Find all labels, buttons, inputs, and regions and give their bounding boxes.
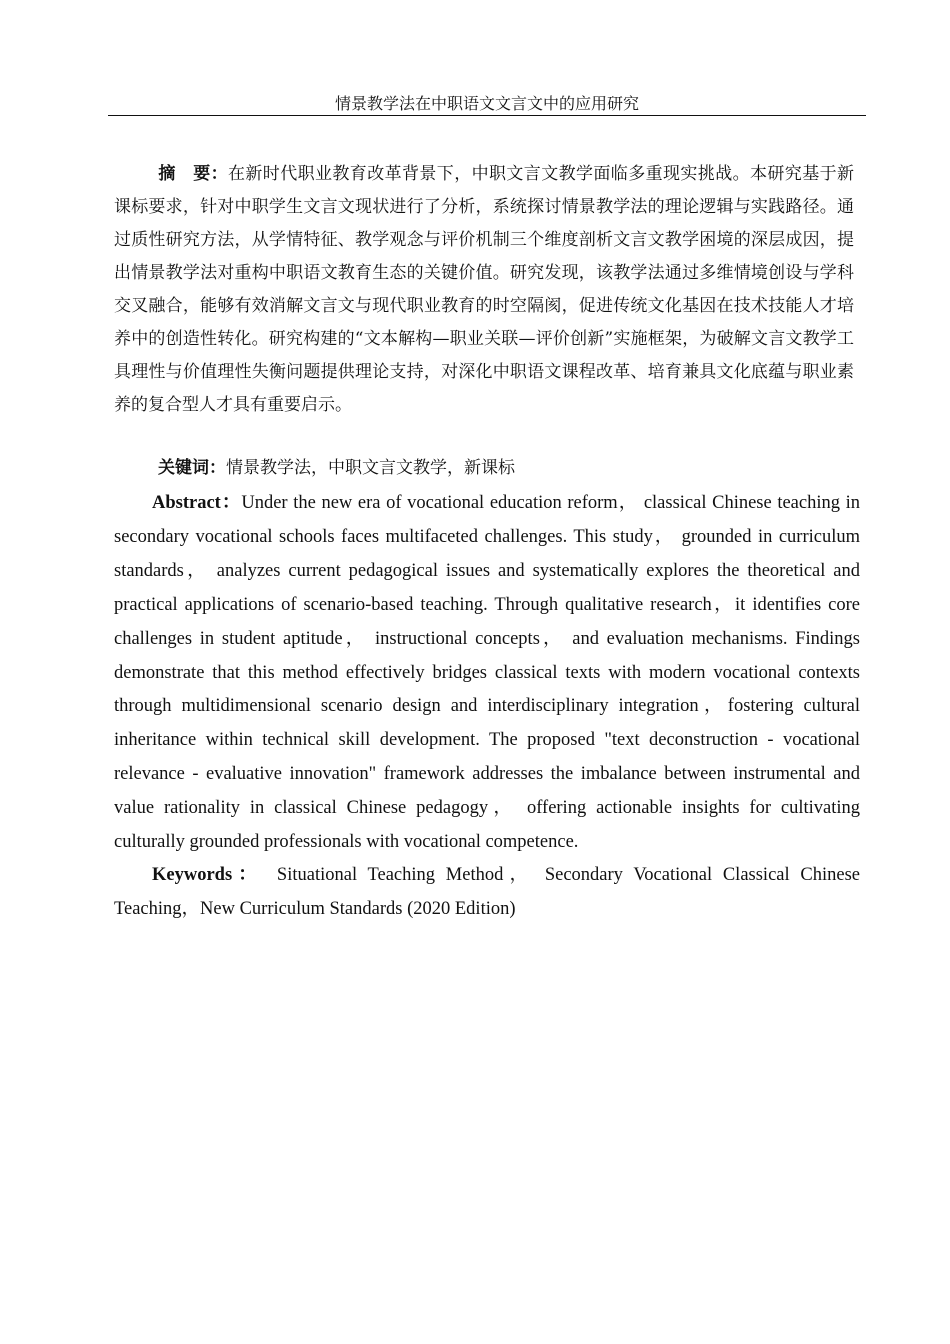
english-abstract [114,487,860,860]
chinese-keywords-label: 关键词： [158,458,226,478]
english-abstract-label: Abstract： [152,493,242,513]
english-keywords [114,859,860,927]
chinese-abstract [114,158,854,422]
english-abstract-text: Under the new era of vocational education reform， classical Chinese teaching in secondary vocational schools faces multifaceted challenges. This study， grounded in curriculum standards， analyzes current pedagogical issues and systematically explores the theoretical and practical applications of scenario-based teaching. Through qualitative research，it identifies core challenges in student aptitude， instructional concepts， and evaluation mechanisms. Findings demonstrate that this method effectively bridges classical texts with modern vocational contexts through multidimensional scenario design and interdisciplinary integration，fostering cultural inheritance within technical skill development. The proposed "text deconstruction - vocational relevance - evaluative innovation" framework addresses the imbalance between instrumental and value rationality in classical Chinese pedagogy， offering actionable insights for cultivating culturally grounded professionals with vocational competence. [114,493,861,853]
english-keywords-label: Keywords： [152,865,263,885]
running-header-title: 情景教学法在中职语文文言文中的应用研究 [334,94,639,113]
english-keywords-text: Situational Teaching Method， Secondary Vocational Classical Chinese Teaching，New Curriculum Standards (2020 Edition) [114,865,860,919]
chinese-keywords-text: 情景教学法，中职文言文教学，新课标 [226,458,515,478]
header-rule [108,115,866,116]
chinese-abstract-text: 在新时代职业教育改革背景下，中职文言文教学面临多重现实挑战。本研究基于新课标要求，针对中职学生文言文现状进行了分析，系统探讨情景教学法的理论逻辑与实践路径。通过质性研究方法，从学情特征、教学观念与评价机制三个维度剖析文言文教学困境的深层成因，提出情景教学法对重构中职语文教育生态的关键价值。研究发现，该教学法通过多维情境创设与学科交叉融合，能够有效消解文言文与现代职业教育的时空隔阂，促进传统文化基因在技术技能人才培养中的创造性转化。研究构建的“文本解构—职业关联—评价创新”实施框架，为破解文言文教学工具理性与价值理性失衡问题提供理论支持，对深化中职语文课程改革、培育兼具文化底蕴与职业素养的复合型人才具有重要启示。 [114,164,854,415]
chinese-abstract-label: 摘 要： [158,164,228,184]
chinese-keywords [114,452,854,485]
